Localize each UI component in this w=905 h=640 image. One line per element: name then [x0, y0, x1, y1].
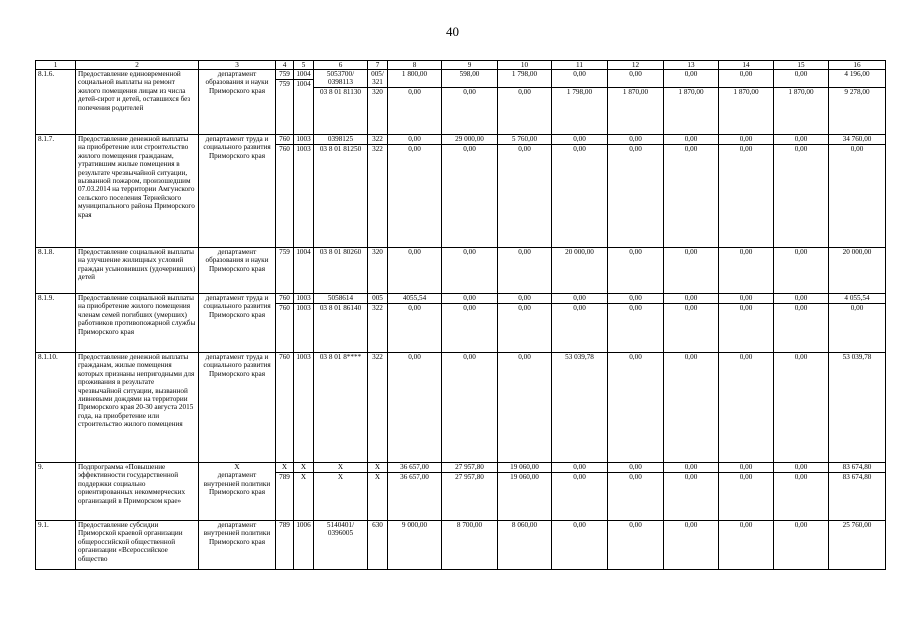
amount-cell-12 [608, 521, 664, 570]
amount-value: 0,00 [442, 144, 497, 153]
code-value: Х [368, 472, 387, 481]
amount-cell-14 [719, 70, 774, 135]
amount-value: 1 870,00 [608, 87, 663, 96]
code-value: Х [294, 472, 313, 481]
amount-value: 0,00 [442, 303, 497, 312]
code-cell-6 [314, 353, 368, 463]
amount-value: 0,00 [608, 472, 663, 481]
amount-cell-13 [664, 521, 719, 570]
amount-value: 0,00 [684, 463, 698, 471]
amount-value: 36 657,00 [400, 463, 429, 471]
amount-cell-15 [774, 463, 829, 521]
row-number: 8.1.7. [36, 135, 76, 248]
amount-value: 0,00 [739, 135, 753, 143]
amount-cell-16 [829, 248, 886, 294]
amount-cell-8 [388, 135, 442, 248]
amount-value: 0,00 [408, 248, 421, 256]
code-cell-5 [294, 70, 314, 135]
header-cell-9: 9 [442, 61, 498, 70]
row-number: 8.1.6. [36, 70, 76, 135]
amount-value: 0,00 [552, 144, 607, 153]
code-cell-4 [276, 294, 294, 353]
amount-value: 8 060,00 [511, 521, 538, 529]
amount-value: 1 798,00 [552, 87, 607, 96]
code-value: 322 [368, 303, 387, 312]
amount-cell-9 [442, 294, 498, 353]
code-value: 5140401/ 0396005 [326, 521, 355, 538]
code-value: 320 [372, 248, 383, 256]
code-cell-6 [314, 521, 368, 570]
department-marker: Х [234, 463, 240, 471]
amount-value: 0,00 [719, 303, 773, 312]
code-value: 5053700/ 0398113 [326, 70, 355, 87]
amount-value: 1 800,00 [401, 70, 428, 78]
amount-cell-9 [442, 248, 498, 294]
amount-value: 0,00 [573, 135, 586, 143]
row-number: 9. [36, 463, 76, 521]
row-name: Предоставление социальной выплаты на приобретение жилого помещения членам семей погибших (умерших) работников противопожарной службы Приморского края [76, 294, 199, 353]
amount-cell-12 [608, 353, 664, 463]
amount-value: 9 278,00 [829, 87, 885, 96]
amount-cell-8 [388, 248, 442, 294]
code-value: 03 8 01 81250 [314, 144, 367, 153]
code-cell-7 [368, 135, 388, 248]
code-value: 005 [372, 294, 383, 302]
code-value: 789 [279, 521, 290, 529]
amount-cell-13 [664, 70, 719, 135]
code-cell-4 [276, 463, 294, 521]
code-value: 760 [279, 135, 290, 143]
amount-cell-14 [719, 294, 774, 353]
amount-cell-9 [442, 521, 498, 570]
header-cell-6: 6 [314, 61, 368, 70]
amount-value: 53 039,78 [565, 353, 594, 361]
amount-value: 0,00 [629, 248, 642, 256]
row-department [199, 70, 276, 135]
code-value: 1004 [296, 248, 311, 256]
code-cell-7 [368, 248, 388, 294]
row-number: 8.1.9. [36, 294, 76, 353]
amount-cell-10 [498, 353, 552, 463]
amount-value: 0,00 [739, 248, 753, 256]
amount-cell-11 [552, 70, 608, 135]
amount-cell-16 [829, 521, 886, 570]
table-row [36, 353, 886, 463]
amount-cell-11 [552, 248, 608, 294]
amount-value: 0,00 [408, 135, 421, 143]
department-name: департамент образования и науки Приморского края [205, 248, 269, 273]
header-cell-8: 8 [388, 61, 442, 70]
amount-cell-8 [388, 521, 442, 570]
amount-value: 0,00 [684, 135, 698, 143]
code-cell-5 [294, 248, 314, 294]
code-value: 759 [279, 248, 290, 256]
code-value: 322 [372, 135, 383, 143]
amount-cell-16 [829, 353, 886, 463]
amount-value: 0,00 [739, 521, 753, 529]
header-cell-7: 7 [368, 61, 388, 70]
code-cell-4 [276, 248, 294, 294]
amount-cell-15 [774, 248, 829, 294]
amount-value: 0,00 [518, 353, 531, 361]
code-cell-7 [368, 463, 388, 521]
amount-cell-13 [664, 353, 719, 463]
code-cell-6 [314, 294, 368, 353]
amount-cell-13 [664, 294, 719, 353]
header-cell-1: 1 [36, 61, 76, 70]
amount-cell-12 [608, 135, 664, 248]
row-department [199, 294, 276, 353]
amount-value: 0,00 [518, 294, 531, 302]
row-department [199, 521, 276, 570]
code-cell-5 [294, 135, 314, 248]
code-value: 1004 [294, 79, 313, 88]
amount-value: 0,00 [463, 294, 476, 302]
table-row [36, 294, 886, 353]
amount-value: 0,00 [408, 353, 421, 361]
amount-cell-11 [552, 521, 608, 570]
code-value: 1006 [296, 521, 311, 529]
amount-cell-9 [442, 463, 498, 521]
row-department [199, 353, 276, 463]
code-cell-5 [294, 463, 314, 521]
amount-value: 29 000,00 [455, 135, 484, 143]
amount-cell-15 [774, 353, 829, 463]
amount-cell-9 [442, 70, 498, 135]
table-row [36, 135, 886, 248]
amount-value: 53 039,78 [842, 353, 872, 361]
code-value: 03 8 01 86140 [314, 303, 367, 312]
header-cell-12: 12 [608, 61, 664, 70]
amount-cell-11 [552, 463, 608, 521]
amount-value: 0,00 [608, 303, 663, 312]
code-value: 03 8 01 80260 [319, 248, 362, 256]
code-value: Х [314, 472, 367, 481]
code-cell-5 [294, 353, 314, 463]
amount-value: 8 700,00 [456, 521, 483, 529]
amount-value: 9 000,00 [401, 521, 428, 529]
amount-cell-8 [388, 70, 442, 135]
header-cell-13: 13 [664, 61, 719, 70]
code-cell-6 [314, 135, 368, 248]
amount-cell-14 [719, 463, 774, 521]
amount-value: 4055,54 [402, 294, 427, 302]
amount-cell-10 [498, 70, 552, 135]
amount-value: 1 870,00 [664, 87, 718, 96]
code-value: 005/ 321 [371, 70, 384, 87]
amount-value: 4 196,00 [844, 70, 870, 78]
department-name: департамент труда и социального развития Приморского края [203, 353, 271, 378]
code-cell-4 [276, 521, 294, 570]
amount-value: 0,00 [739, 353, 753, 361]
row-number: 8.1.10. [36, 353, 76, 463]
amount-cell-15 [774, 294, 829, 353]
amount-value: 0,00 [573, 521, 586, 529]
row-name: Предоставление денежной выплаты гражданам, жилые помещения которых признаны непригодными для проживания в результате чрезвычайной ситуации, вызванной ливневыми дождями на территории Приморского края 20-30 августа 2015 года, на приобретение или строительство жилого помещения [76, 353, 199, 463]
amount-cell-13 [664, 248, 719, 294]
code-value: 0398125 [327, 135, 354, 143]
amount-cell-12 [608, 294, 664, 353]
amount-value: 27 957,80 [442, 472, 497, 481]
amount-cell-14 [719, 521, 774, 570]
amount-value: 0,00 [518, 248, 531, 256]
amount-value: 0,00 [388, 303, 441, 312]
amount-cell-9 [442, 353, 498, 463]
amount-value: 0,00 [463, 248, 476, 256]
amount-value: 0,00 [552, 303, 607, 312]
department-name: департамент внутренней политики Приморского края [203, 471, 271, 497]
amount-value: 27 957,80 [455, 463, 484, 471]
amount-cell-12 [608, 248, 664, 294]
header-cell-10: 10 [498, 61, 552, 70]
row-name: Предоставление единовременной социальной выплаты на ремонт жилого помещения лицам из числа детей-сирот и детей, оставшихся без попечения родителей [76, 70, 199, 135]
amount-value: 0,00 [664, 144, 718, 153]
code-value: 1003 [294, 144, 313, 153]
amount-value: 0,00 [719, 472, 773, 481]
amount-value: 20 000,00 [565, 248, 594, 256]
table-row [36, 248, 886, 294]
amount-value: 0,00 [794, 521, 808, 529]
code-cell-4 [276, 135, 294, 248]
amount-value: 0,00 [829, 303, 885, 312]
amount-value: 4 055,54 [844, 294, 870, 302]
amount-value: 0,00 [794, 463, 808, 471]
amount-cell-8 [388, 294, 442, 353]
amount-value: 0,00 [664, 303, 718, 312]
amount-cell-16 [829, 294, 886, 353]
amount-value: 0,00 [774, 472, 828, 481]
department-name: департамент труда и социального развития Приморского края [203, 294, 271, 319]
amount-cell-13 [664, 463, 719, 521]
code-cell-7 [368, 294, 388, 353]
amount-cell-12 [608, 70, 664, 135]
header-cell-16: 16 [829, 61, 886, 70]
code-value: 322 [368, 144, 387, 153]
amount-value: 25 760,00 [842, 521, 872, 529]
amount-value: 0,00 [552, 472, 607, 481]
row-department [199, 463, 276, 521]
amount-value: 83 674,80 [829, 472, 885, 481]
amount-value: 0,00 [388, 87, 441, 96]
amount-cell-10 [498, 294, 552, 353]
code-value: 759 [279, 70, 290, 78]
amount-value: 0,00 [794, 135, 808, 143]
code-value: 760 [279, 353, 290, 361]
amount-value: 0,00 [794, 248, 808, 256]
amount-cell-12 [608, 463, 664, 521]
code-cell-6 [314, 70, 368, 135]
amount-value: 0,00 [684, 248, 698, 256]
code-value: 1004 [296, 70, 311, 78]
amount-value: 0,00 [774, 144, 828, 153]
header-row [36, 61, 886, 70]
code-cell-6 [314, 463, 368, 521]
row-department [199, 248, 276, 294]
amount-value: 19 060,00 [510, 463, 539, 471]
amount-value: 5 760,00 [511, 135, 538, 143]
amount-cell-11 [552, 294, 608, 353]
amount-value: 1 870,00 [774, 87, 828, 96]
amount-value: 0,00 [629, 521, 642, 529]
amount-value: 1 870,00 [719, 87, 773, 96]
page-number: 40 [446, 24, 459, 39]
amount-value: 20 000,00 [842, 248, 872, 256]
amount-value: 0,00 [774, 303, 828, 312]
amount-value: 0,00 [829, 144, 885, 153]
amount-value: 0,00 [608, 144, 663, 153]
amount-value: 0,00 [739, 463, 753, 471]
code-value: 760 [276, 144, 293, 153]
header-cell-14: 14 [719, 61, 774, 70]
amount-cell-16 [829, 70, 886, 135]
header-cell-15: 15 [774, 61, 829, 70]
code-value: 03 8 01 8**** [319, 353, 362, 361]
amount-cell-10 [498, 248, 552, 294]
header-cell-2: 2 [76, 61, 199, 70]
amount-value: 0,00 [664, 472, 718, 481]
amount-value: 36 657,00 [388, 472, 441, 481]
amount-value: 0,00 [684, 353, 698, 361]
code-cell-4 [276, 353, 294, 463]
amount-value: 0,00 [629, 353, 642, 361]
table-row [36, 70, 886, 135]
amount-value: 0,00 [684, 521, 698, 529]
amount-value: 1 798,00 [511, 70, 538, 78]
amount-value: 0,00 [629, 135, 642, 143]
amount-value: 0,00 [629, 70, 642, 78]
code-cell-4 [276, 70, 294, 135]
code-cell-7 [368, 521, 388, 570]
amount-cell-10 [498, 463, 552, 521]
amount-value: 83 674,80 [842, 463, 872, 471]
amount-value: 0,00 [794, 353, 808, 361]
code-cell-5 [294, 294, 314, 353]
department-name: департамент внутренней политики Приморского края [203, 521, 271, 546]
code-cell-7 [368, 353, 388, 463]
amount-cell-11 [552, 353, 608, 463]
amount-value: 34 760,00 [842, 135, 872, 143]
code-value: 789 [276, 472, 293, 481]
amount-cell-16 [829, 463, 886, 521]
amount-value: 0,00 [794, 70, 808, 78]
code-value: 320 [368, 87, 387, 96]
code-value: 322 [372, 353, 383, 361]
amount-cell-15 [774, 70, 829, 135]
amount-cell-13 [664, 135, 719, 248]
amount-cell-15 [774, 521, 829, 570]
amount-cell-14 [719, 135, 774, 248]
code-value: 1003 [294, 303, 313, 312]
amount-value: 0,00 [442, 87, 497, 96]
header-cell-3: 3 [199, 61, 276, 70]
table-row [36, 463, 886, 521]
header-cell-11: 11 [552, 61, 608, 70]
code-value: 759 [276, 79, 293, 88]
row-number: 8.1.8. [36, 248, 76, 294]
header-cell-5: 5 [294, 61, 314, 70]
amount-value: 0,00 [573, 463, 586, 471]
amount-value: 0,00 [629, 463, 642, 471]
amount-value: 0,00 [388, 144, 441, 153]
amount-value: 0,00 [573, 294, 586, 302]
row-number: 9.1. [36, 521, 76, 570]
amount-value: 598,00 [459, 70, 480, 78]
code-value: 760 [279, 294, 290, 302]
code-value: Х [337, 463, 344, 471]
code-value: 630 [372, 521, 383, 529]
row-name: Предоставление социальной выплаты на улучшение жилищных условий граждан усыновивших (удочеривших) детей [76, 248, 199, 294]
amount-value: 0,00 [463, 353, 476, 361]
amount-value: 0,00 [573, 70, 586, 78]
code-value: 1003 [296, 135, 311, 143]
amount-cell-11 [552, 135, 608, 248]
amount-cell-14 [719, 248, 774, 294]
amount-cell-8 [388, 463, 442, 521]
code-value: 1003 [296, 353, 311, 361]
code-value: Х [374, 463, 381, 471]
department-name: департамент образования и науки Приморского края [205, 70, 269, 95]
table-row [36, 521, 886, 570]
code-value: 1003 [296, 294, 311, 302]
amount-value: 0,00 [739, 294, 753, 302]
amount-value: 0,00 [684, 294, 698, 302]
amount-cell-16 [829, 135, 886, 248]
code-value: 5058614 [327, 294, 354, 302]
code-cell-6 [314, 248, 368, 294]
amount-cell-10 [498, 135, 552, 248]
amount-cell-15 [774, 135, 829, 248]
code-cell-5 [294, 521, 314, 570]
amount-value: 0,00 [629, 294, 642, 302]
amount-cell-14 [719, 353, 774, 463]
code-value: Х [281, 463, 288, 471]
amount-cell-8 [388, 353, 442, 463]
department-name: департамент труда и социального развития Приморского края [203, 135, 271, 160]
budget-table [35, 60, 886, 570]
row-department [199, 135, 276, 248]
code-value: 03 8 01 81130 [314, 87, 367, 96]
header-cell-4: 4 [276, 61, 294, 70]
code-cell-7 [368, 70, 388, 135]
amount-value: 0,00 [794, 294, 808, 302]
amount-value: 0,00 [719, 144, 773, 153]
amount-value: 0,00 [498, 87, 551, 96]
amount-value: 0,00 [498, 303, 551, 312]
amount-cell-10 [498, 521, 552, 570]
code-value: 760 [276, 303, 293, 312]
amount-cell-9 [442, 135, 498, 248]
row-name: Подпрограмма «Повышение эффективности государственной поддержки социально ориентированных некоммерческих организаций в Приморском крае» [76, 463, 199, 521]
amount-value: 0,00 [684, 70, 698, 78]
amount-value: 0,00 [498, 144, 551, 153]
row-name: Предоставление денежной выплаты на приобретение или строительство жилого помещения гражданам, утратившим жилые помещения в результате чрезвычайной ситуации, вызванной пожаром, произошедшим 07.03.2014 на территории Амгунского сельского поселения Тернейского муниципального района Приморского края [76, 135, 199, 248]
code-value: Х [300, 463, 307, 471]
amount-value: 0,00 [739, 70, 753, 78]
amount-value: 19 060,00 [498, 472, 551, 481]
row-name: Предоставление субсидии Приморской краевой организации общероссийской общественной организации «Всероссийское общество [76, 521, 199, 570]
